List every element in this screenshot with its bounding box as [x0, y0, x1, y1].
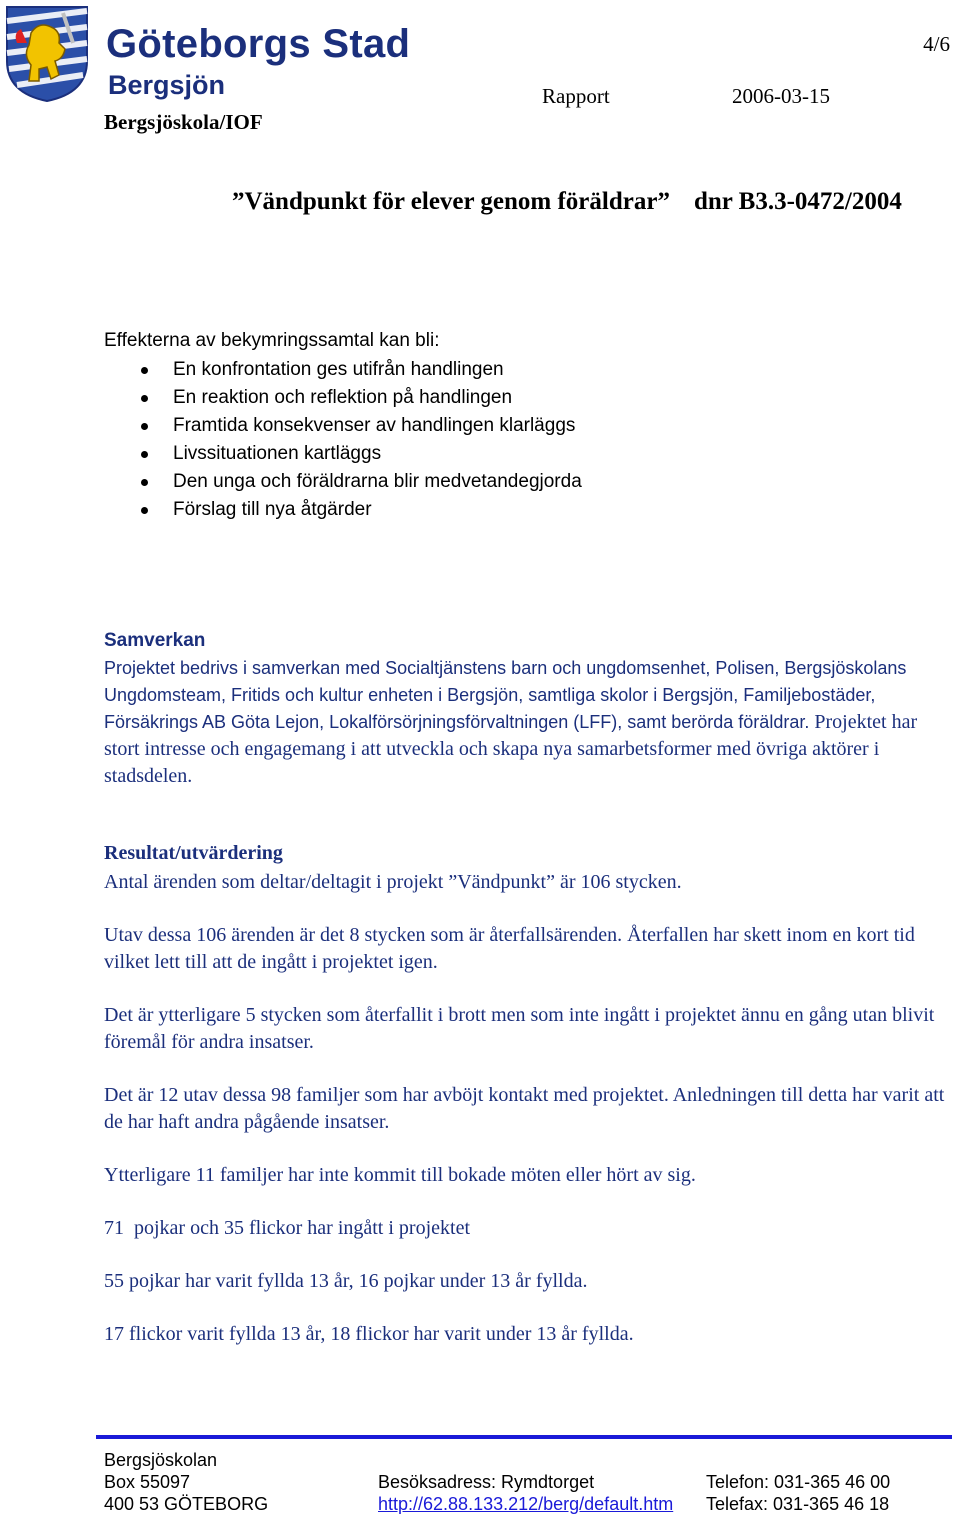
bullet-icon: [141, 507, 148, 514]
effects-list: [104, 356, 582, 524]
school-unit: Bergsjöskola/IOF: [104, 110, 263, 134]
results-gender: 71 pojkar och 35 flickor har ingått i projektet: [104, 1217, 471, 1239]
list-item: Livssituationen kartläggs: [104, 440, 582, 468]
bullet-icon: [141, 423, 148, 430]
bullet-icon: [141, 479, 148, 486]
cooperation-heading: Samverkan: [104, 630, 206, 651]
results-no-show: Ytterligare 11 familjer har inte kommit till bokade möten eller hört av sig.: [104, 1164, 696, 1186]
results-declined: Det är 12 utav dessa 98 familjer som har avböjt kontakt med projektet. Anledningen till detta har varit att de har haft andra pågående insatser.: [104, 1084, 945, 1133]
results-girls-age: 17 flickor varit fyllda 13 år, 18 flickor har varit under 13 år fyllda.: [104, 1323, 634, 1345]
page-number: 4/6: [923, 32, 950, 56]
cooperation-text: Projektet bedrivs i samverkan med Socialtjänstens barn och ungdomsenhet, Polisen, Bergsjöskolans Ungdomsteam, Fritids och kultur enheten i Bergsjön, samtliga skolor i Bergsjön, Familjebostäder, Försäkrings AB Göta Lejon, Lokalförsörjningsförvaltningen (LFF), samt berörda föräldrar.: [104, 658, 907, 732]
footer-fax: Telefax: 031-365 46 18: [706, 1494, 890, 1514]
list-item: En reaktion och reflektion på handlingen: [104, 384, 582, 412]
document-title: [232, 188, 902, 216]
list-item: Den unga och föräldrarna blir medvetandegjorda: [104, 468, 582, 496]
footer-visit-address: Besöksadress: Rymdtorget: [378, 1472, 595, 1492]
document-dnr: dnr B3.3-0472/2004: [693, 188, 902, 215]
report-label: Rapport: [542, 84, 610, 108]
footer-website: [378, 1494, 673, 1515]
bullet-icon: [141, 395, 148, 402]
list-item: Förslag till nya åtgärder: [104, 496, 582, 524]
report-date: 2006-03-15: [732, 84, 830, 108]
results-heading: Resultat/utvärdering: [104, 842, 283, 864]
org-name: Göteborgs Stad: [106, 22, 411, 66]
footer-phone: Telefon: 031-365 46 00: [706, 1472, 891, 1492]
footer-school: Bergsjöskolan: [104, 1450, 218, 1470]
bullet-icon: [141, 451, 148, 458]
document-title-main: ”Vändpunkt för elever genom föräldrar”: [232, 188, 670, 215]
cooperation-text-extra: Projektet har stort intresse och engagemang i att utveckla och skapa nya samarbetsformer med övriga aktörer i stadsdelen.: [104, 711, 918, 787]
district-name: Bergsjön: [108, 70, 226, 100]
footer-box: Box 55097: [104, 1472, 191, 1492]
footer-postal: 400 53 GÖTEBORG: [104, 1494, 269, 1514]
results-other-crimes: Det är ytterligare 5 stycken som återfallit i brott men som inte ingått i projektet ännu en gång utan blivit föremål för andra insatser.: [104, 1004, 935, 1053]
results-relapse: Utav dessa 106 ärenden är det 8 stycken som är återfallsärenden. Återfallen har skett inom en kort tid vilket lett till att de ingått i projektet igen.: [104, 924, 915, 973]
effects-intro: Effekterna av bekymringssamtal kan bli:: [104, 330, 440, 351]
list-item: En konfrontation ges utifrån handlingen: [104, 356, 582, 384]
footer-divider: [96, 1435, 952, 1439]
results-boys-age: 55 pojkar har varit fyllda 13 år, 16 pojkar under 13 år fyllda.: [104, 1270, 588, 1292]
city-emblem-icon: [3, 3, 91, 103]
results-count: Antal ärenden som deltar/deltagit i projekt ”Vändpunkt” är 106 stycken.: [104, 871, 682, 893]
list-item: Framtida konsekvenser av handlingen klarläggs: [104, 412, 582, 440]
footer-website-link[interactable]: http://62.88.133.212/berg/default.htm: [378, 1494, 674, 1514]
cooperation-body: [104, 655, 950, 790]
bullet-icon: [141, 367, 148, 374]
